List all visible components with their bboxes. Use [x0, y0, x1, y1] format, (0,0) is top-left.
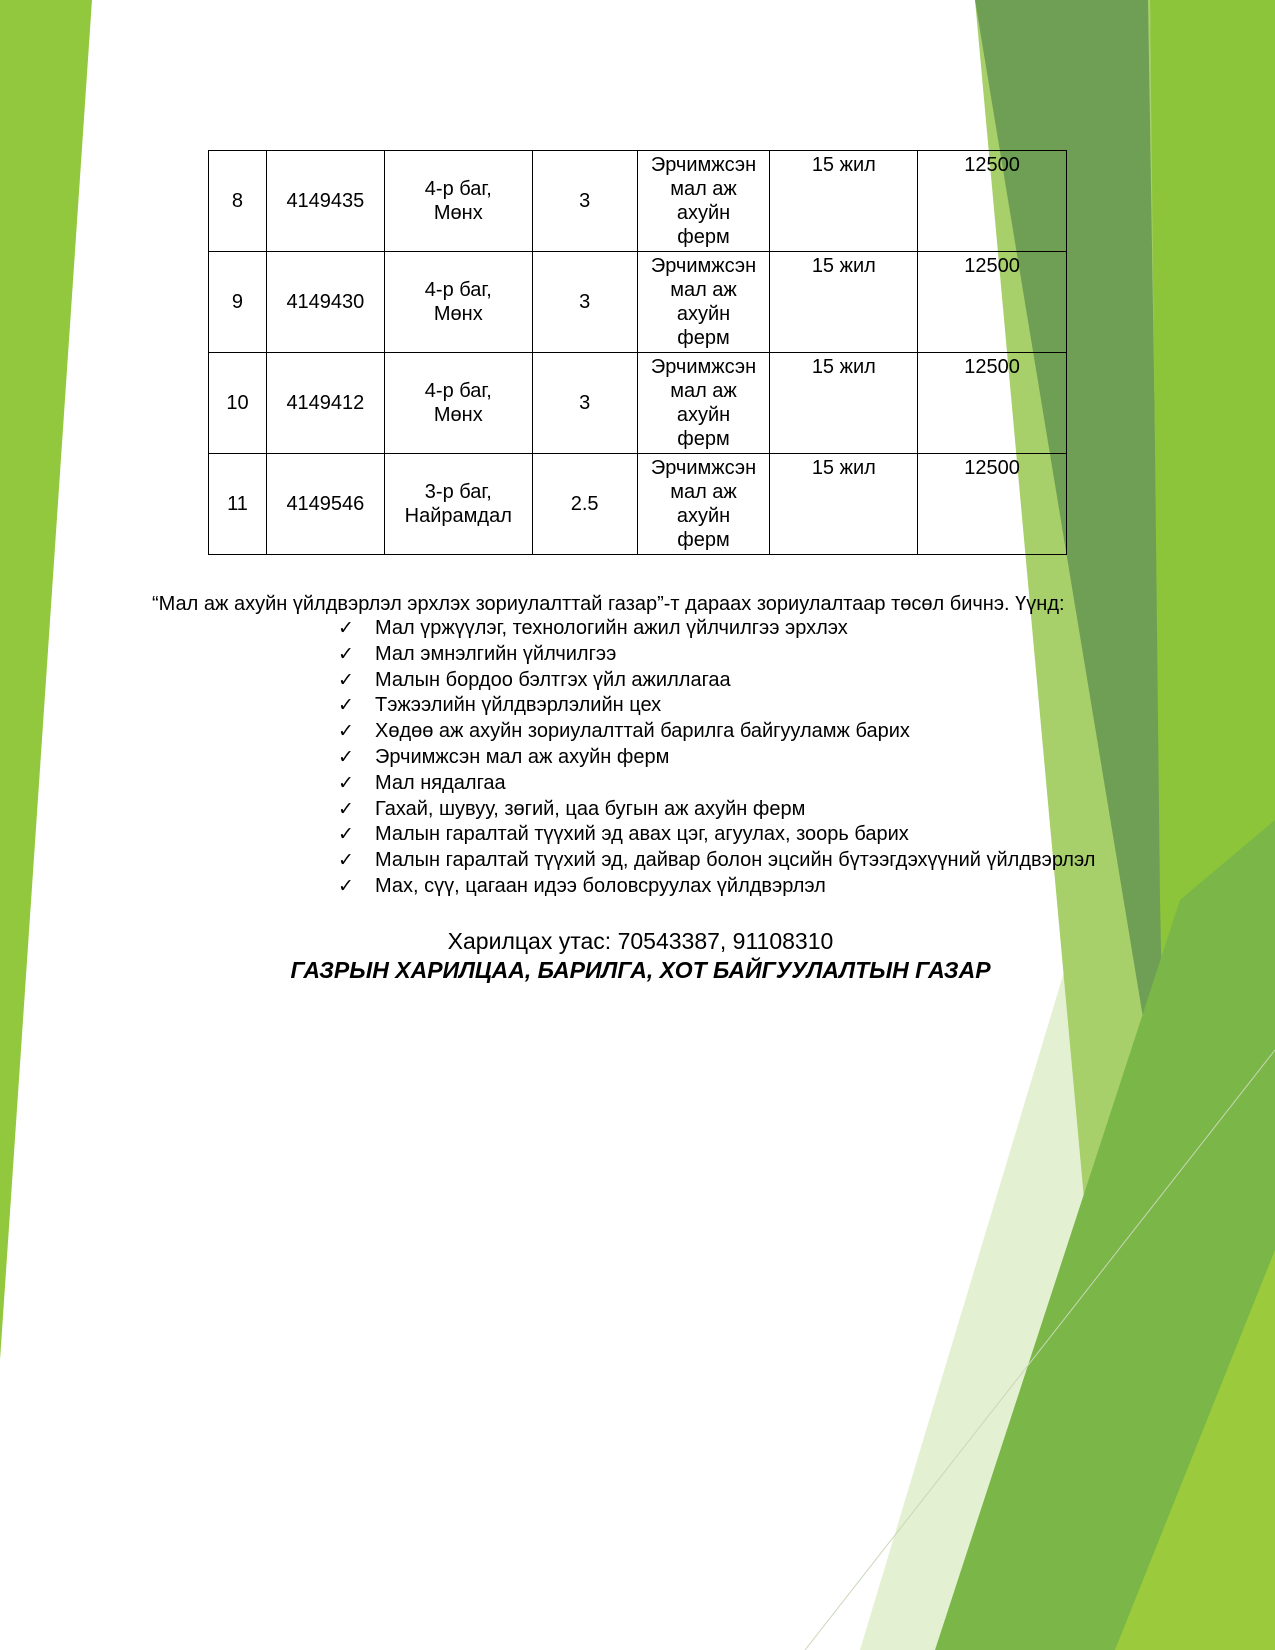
contact-phone-text: Харилцах утас: 70543387, 91108310 — [447, 928, 834, 954]
cell-purpose-line: ахуйн — [676, 202, 731, 224]
list-item-text: Малын бордоо бэлтгэх үйл ажиллагаа — [375, 668, 731, 691]
cell-number: 10 — [209, 353, 267, 454]
table-row — [209, 353, 1067, 454]
organization-name — [0, 955, 1275, 985]
list-item — [338, 719, 1095, 745]
cell-price: 12500 — [918, 454, 1067, 555]
cell-code: 4149430 — [266, 252, 384, 353]
cell-purpose-line: Эрчимжсэн — [650, 255, 757, 277]
list-item — [338, 874, 1095, 900]
list-item-text: Малын гаралтай түүхий эд, дайвар болон эцсийн бүтээгдэхүүний үйлдвэрлэл — [375, 849, 1096, 872]
checkmark-icon: ✓ — [338, 797, 354, 820]
cell-purpose-line: мал аж — [670, 380, 737, 402]
cell-purpose — [637, 252, 770, 353]
checkmark-icon: ✓ — [338, 771, 354, 794]
cell-number: 8 — [209, 151, 267, 252]
cell-number: 9 — [209, 252, 267, 353]
checkmark-icon: ✓ — [338, 720, 354, 743]
list-item — [338, 616, 1095, 642]
list-item — [338, 822, 1095, 848]
checkmark-icon: ✓ — [338, 823, 354, 846]
cell-purpose-line: мал аж — [670, 481, 737, 503]
list-item-text: Малын гаралтай түүхий эд авах цэг, агуулах, зоорь барих — [375, 823, 909, 846]
cell-purpose-line: мал аж — [670, 178, 737, 200]
table-row — [209, 454, 1067, 555]
cell-location — [384, 454, 532, 555]
cell-code: 4149435 — [266, 151, 384, 252]
list-item-text: Хөдөө аж ахуйн зориулалттай барилга байгууламж барих — [375, 720, 910, 743]
cell-purpose — [637, 454, 770, 555]
list-item — [338, 848, 1095, 874]
cell-location-line: 4-р баг, — [424, 279, 492, 301]
cell-price: 12500 — [918, 252, 1067, 353]
intro-text: “Мал аж ахуйн үйлдвэрлэл эрхлэх зориулалттай газар”-т дараах зориулалтаар төсөл бичнэ. Үүнд: — [152, 593, 1065, 615]
cell-location-line: 4-р баг, — [424, 178, 492, 200]
list-item — [338, 771, 1095, 797]
cell-location — [384, 353, 532, 454]
cell-purpose-line: ахуйн — [676, 303, 731, 325]
list-item — [338, 668, 1095, 694]
list-item-text: Мал нядалгаа — [375, 771, 506, 794]
checkmark-icon: ✓ — [338, 874, 354, 897]
cell-purpose-line: Эрчимжсэн — [650, 356, 757, 378]
cell-purpose-line: ферм — [677, 428, 730, 450]
table-row — [209, 252, 1067, 353]
cell-code: 4149412 — [266, 353, 384, 454]
checkmark-icon: ✓ — [338, 745, 354, 768]
checkmark-icon: ✓ — [338, 849, 354, 872]
cell-location — [384, 252, 532, 353]
cell-term: 15 жил — [770, 454, 918, 555]
cell-purpose-line: ферм — [677, 529, 730, 551]
checkmark-icon: ✓ — [338, 642, 354, 665]
cell-term: 15 жил — [770, 353, 918, 454]
list-item — [338, 642, 1095, 668]
cell-area: 3 — [532, 353, 637, 454]
cell-price: 12500 — [918, 151, 1067, 252]
cell-purpose-line: ферм — [677, 327, 730, 349]
table-row — [209, 151, 1067, 252]
cell-area: 3 — [532, 252, 637, 353]
list-item — [338, 797, 1095, 823]
list-item-text: Мах, сүү, цагаан идээ боловсруулах үйлдвэрлэл — [375, 874, 826, 897]
organization-name-text: ГАЗРЫН ХАРИЛЦАА, БАРИЛГА, ХОТ БАЙГУУЛАЛТЫН ГАЗАР — [290, 957, 991, 983]
cell-location-line: 3-р баг, — [424, 481, 492, 503]
cell-price: 12500 — [918, 353, 1067, 454]
cell-location-line: Мөнх — [433, 404, 483, 426]
cell-purpose — [637, 353, 770, 454]
cell-code: 4149546 — [266, 454, 384, 555]
list-item-text: Мал эмнэлгийн үйлчилгээ — [375, 642, 617, 665]
cell-location — [384, 151, 532, 252]
cell-location-line: Найрамдал — [404, 505, 512, 527]
checkmark-icon: ✓ — [338, 694, 354, 717]
cell-area: 2.5 — [532, 454, 637, 555]
cell-location-line: Мөнх — [433, 202, 483, 224]
list-item — [338, 693, 1095, 719]
cell-purpose-line: мал аж — [670, 279, 737, 301]
list-item-text: Тэжээлийн үйлдвэрлэлийн цех — [375, 694, 662, 717]
cell-purpose-line: Эрчимжсэн — [650, 457, 757, 479]
checkmark-icon: ✓ — [338, 668, 354, 691]
cell-purpose-line: ахуйн — [676, 404, 731, 426]
cell-purpose-line: ахуйн — [676, 505, 731, 527]
checkmark-icon: ✓ — [338, 617, 354, 639]
cell-purpose — [637, 151, 770, 252]
cell-term: 15 жил — [770, 252, 918, 353]
purpose-list — [338, 616, 1095, 900]
list-item-text: Эрчимжсэн мал аж ахуйн ферм — [375, 745, 670, 768]
cell-area: 3 — [532, 151, 637, 252]
list-item-text: Мал үржүүлэг, технологийн ажил үйлчилгээ эрхлэх — [375, 617, 848, 639]
cell-number: 11 — [209, 454, 267, 555]
land-plots-table — [208, 150, 1067, 555]
cell-purpose-line: Эрчимжсэн — [650, 154, 757, 176]
cell-location-line: 4-р баг, — [424, 380, 492, 402]
cell-location-line: Мөнх — [433, 303, 483, 325]
list-item-text: Гахай, шувуу, зөгий, цаа бугын аж ахуйн ферм — [375, 797, 806, 820]
cell-term: 15 жил — [770, 151, 918, 252]
cell-purpose-line: ферм — [677, 226, 730, 248]
contact-phone — [0, 927, 1275, 955]
list-item — [338, 745, 1095, 771]
